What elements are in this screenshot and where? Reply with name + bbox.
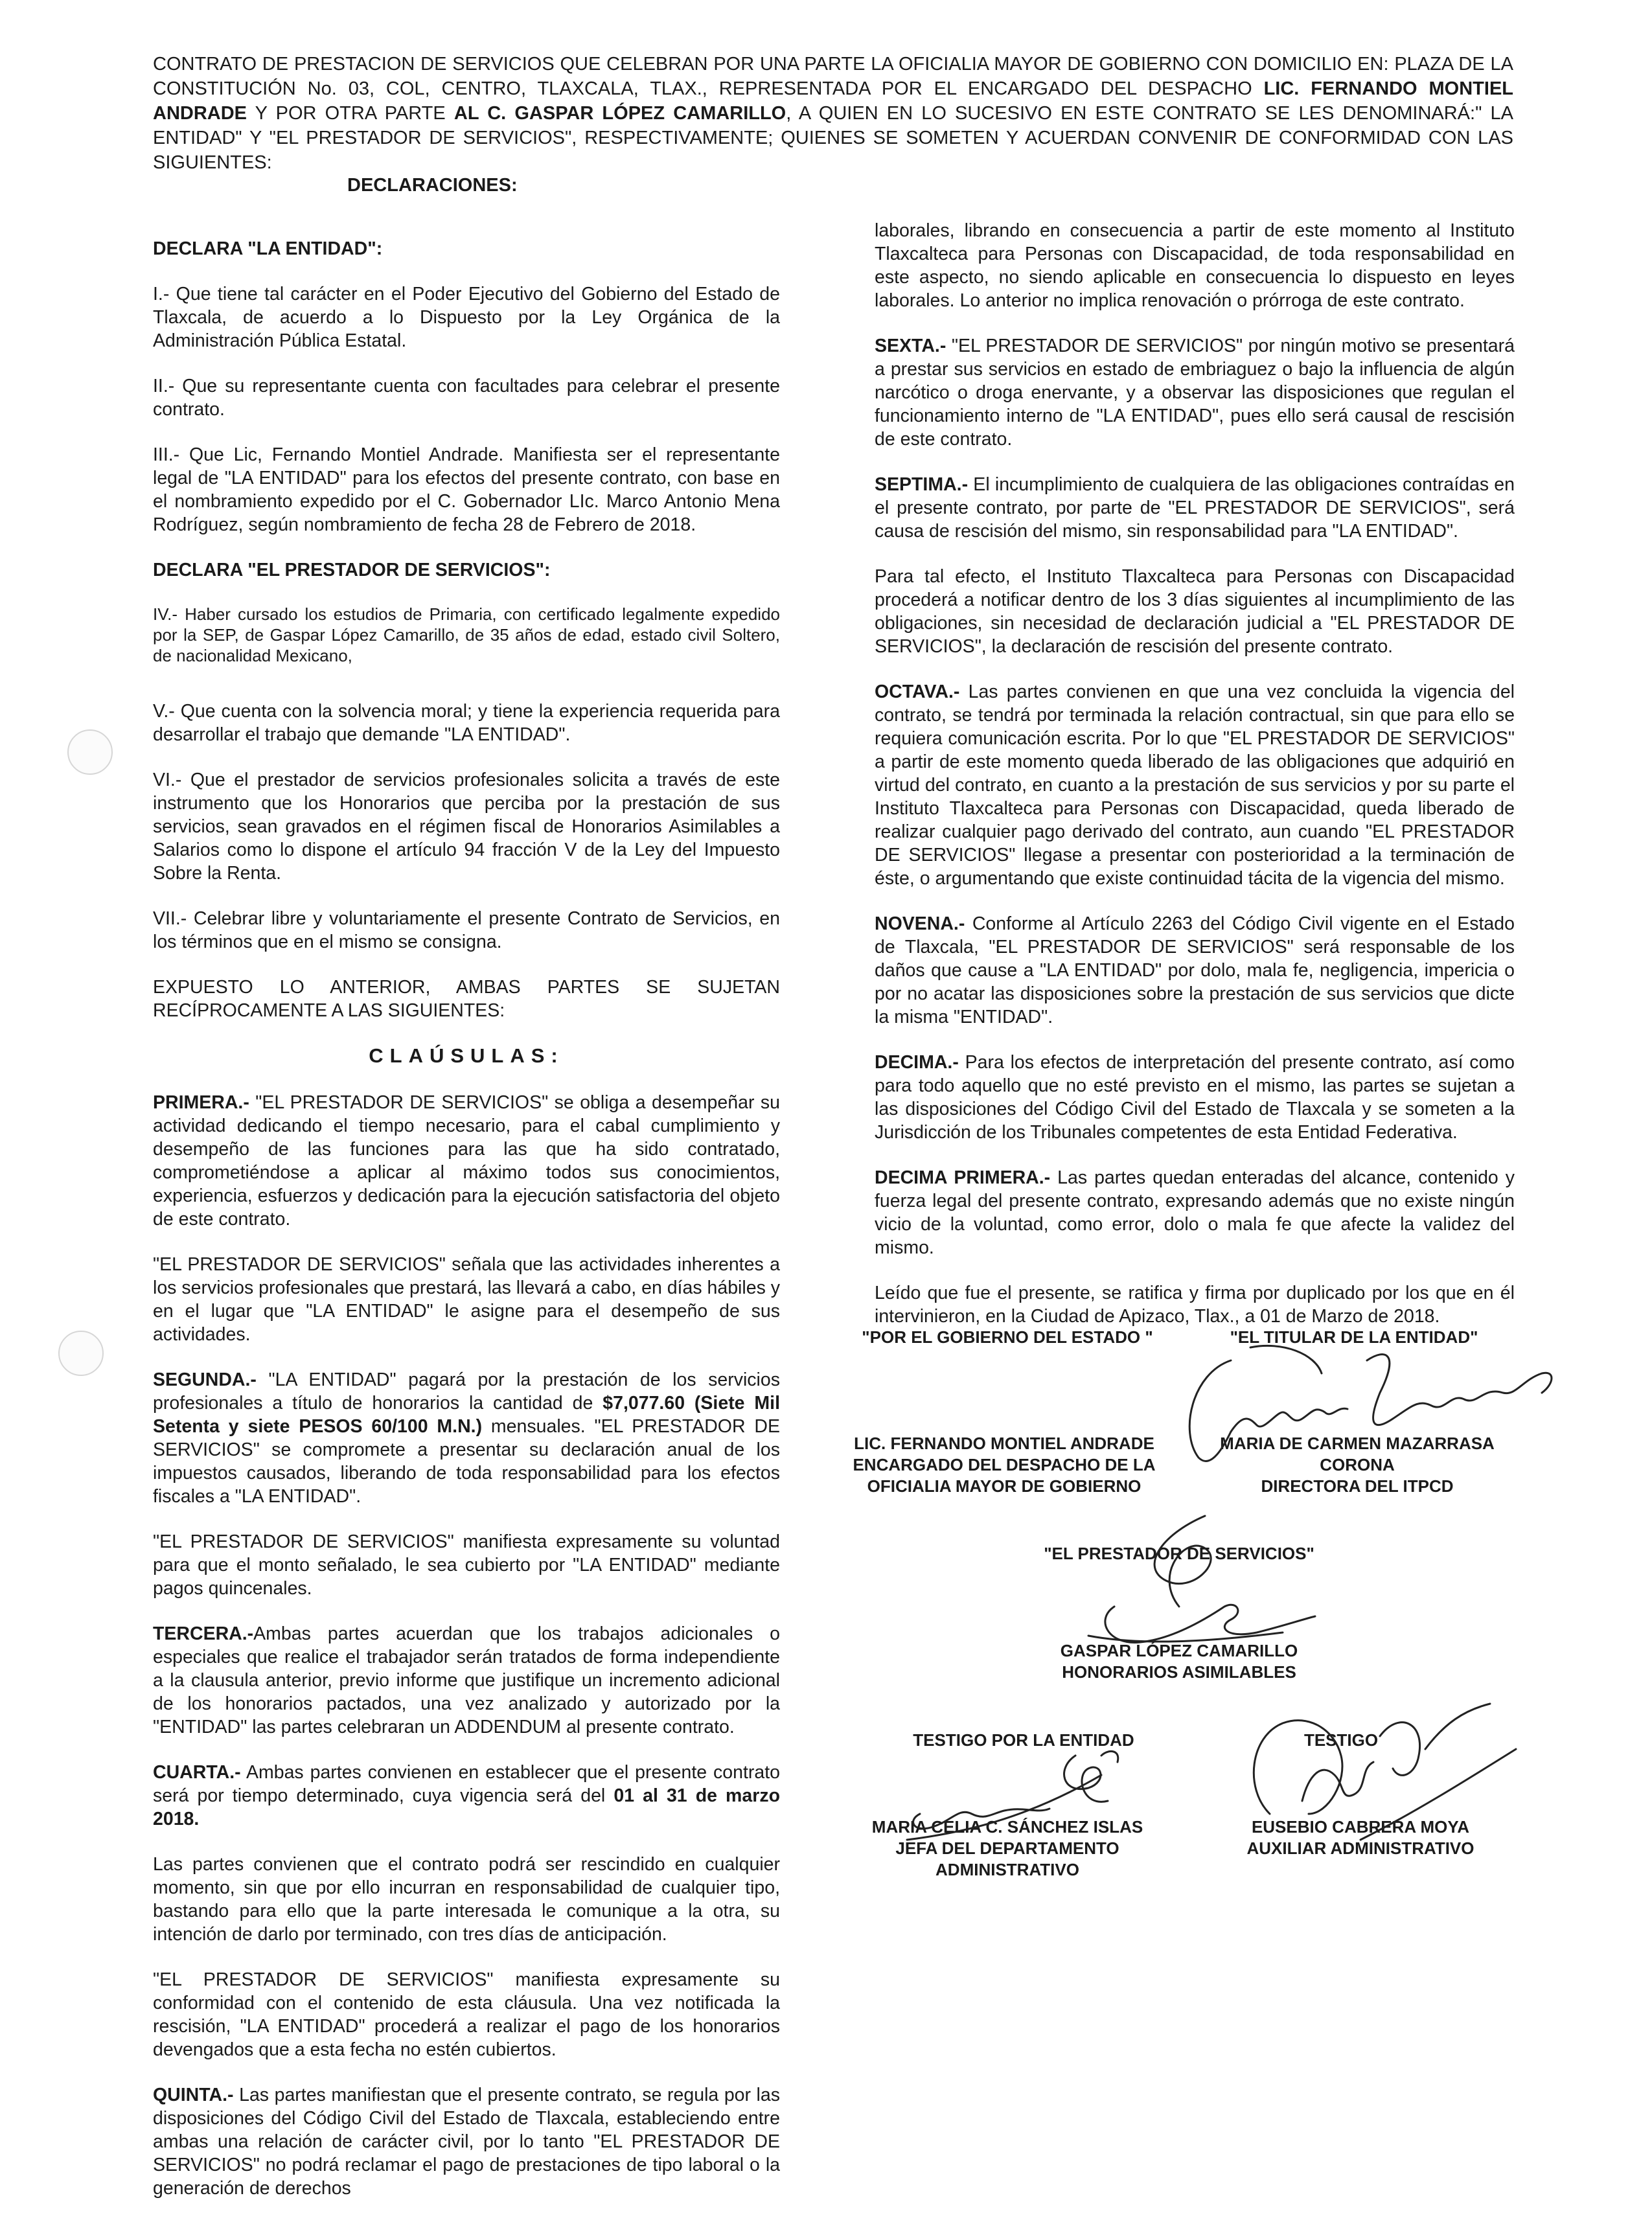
octava-label: OCTAVA.- (875, 681, 960, 702)
hole-punch-top (67, 729, 113, 775)
decima-primera-text: Las partes quedan enteradas del alcance, contenido y fuerza legal del presente contrato, expresando además que no existe ningún vicio de la voluntad, como error, dolo o mala fe que afecte la validez del mismo. (875, 1167, 1515, 1258)
prestador-name: GASPAR LÓPEZ CAMARILLO (1060, 1641, 1298, 1660)
gobierno-name: LIC. FERNANDO MONTIEL ANDRADE (854, 1434, 1154, 1453)
declaracion-vii: VII.- Celebrar libre y voluntariamente el presente Contrato de Servicios, en los términos que en el mismo se consigna. (153, 908, 780, 952)
septima-label: SEPTIMA.- (875, 474, 969, 495)
cierre-paragraph: Leído que fue el presente, se ratifica y firma por duplicado por los que en él intervinieron, en la Ciudad de Apizaco, Tlax., a 01 de Marzo de 2018. (875, 1283, 1515, 1327)
clausula-novena (875, 912, 1515, 1029)
header-text-1: CONTRATO DE PRESTACION DE SERVICIOS QUE CELEBRAN POR UNA PARTE LA OFICIALIA MAYOR DE GOBIERNO CON DOMICILIO EN: PLAZA DE LA CONSTITUCIÓN No. 03, COL, CENTRO, TLAXCALA, TLAX., REPRESENTADA POR EL ENCARGADO DEL DESPACHO (153, 54, 1513, 99)
primera-text: "EL PRESTADOR DE SERVICIOS" se obliga a desempeñar su actividad dedicando el tiempo necesario, para el cabal cumplimiento y desempeño de las funciones para las que ha sido contratado, comprometiéndose a aplicar al máximo todos sus conocimientos, experiencia, esfuerzos y dedicación para la ejecución satisfactoria del objeto de este contrato. (153, 1092, 780, 1230)
testigo2-header: TESTIGO (1303, 1730, 1379, 1750)
titular-header: "EL TITULAR DE LA ENTIDAD" (1230, 1327, 1478, 1347)
quinta-text: Las partes manifiestan que el presente contrato, se regula por las disposiciones del Código Civil del Estado de Tlaxcala, estableciendo entre ambas una relación de carácter civil, por lo tanto "EL PRESTADOR DE SERVICIOS" no podrá reclamar el pago de prestaciones de tipo laboral o la generación de derechos (153, 2085, 780, 2199)
clausula-cuarta-2: Las partes convienen que el contrato podrá ser rescindido en cualquier momento, sin que por ello incurran en responsabilidad de cualquier tipo, bastando para ello que la parte interesada le comunique a la otra, su intención de darlo por terminado, con tres días de anticipación. (153, 1854, 780, 1945)
primera-label: PRIMERA.- (153, 1092, 249, 1113)
tercera-text: Ambas partes acuerdan que los trabajos adicionales o especiales que realice el trabajador serán tratados de forma independiente a la clausula anterior, previo informe que justifique un incremento adicional de los honorarios pactados, una vez analizado y autorizado por la "ENTIDAD" las partes celebraran un ADDENDUM al presente contrato. (153, 1623, 780, 1737)
clausula-septima-2: Para tal efecto, el Instituto Tlaxcalteca para Personas con Discapacidad procederá a notificar dentro de los 3 días siguientes al incumplimiento de las obligaciones, sin necesidad de declaración judicial a "EL PRESTADOR DE SERVICIOS", la declaración de rescisión del presente contrato. (875, 566, 1515, 657)
cuarta-text: Ambas partes convienen en establecer que el presente contrato será por tiempo determinado, cuya vigencia será del (153, 1762, 780, 1806)
sexta-label: SEXTA.- (875, 336, 946, 356)
clausula-decima (875, 1051, 1515, 1144)
clausulas-title: CLAÚSULAS: (369, 1044, 564, 1067)
octava-text: Las partes convienen en que una vez concluida la vigencia del contrato, se tendrá por terminada la relación contractual, sin que para ello se requiera comunicación escrita. Por lo que "EL PRESTADOR DE SERVICIOS" a partir de este momento queda liberado de las obligaciones que adquirió en virtud del contrato, en cuanto a la prestación de sus servicios y por su parte el Instituto Tlaxcalteca para Personas con Discapacidad, queda liberado de realizar cualquier pago derivado del contrato, aun cuando "EL PRESTADOR DE SERVICIOS" llegase a presentar con posterioridad a la terminación de éste, o argumentando que existe continuidad tácita de la vigencia del mismo. (875, 681, 1515, 889)
header-provider: AL C. GASPAR LÓPEZ CAMARILLO (453, 103, 786, 124)
gobierno-header: "POR EL GOBIERNO DEL ESTADO " (862, 1327, 1153, 1347)
novena-label: NOVENA.- (875, 913, 965, 934)
clausula-decima-primera (875, 1166, 1515, 1259)
expuesto-paragraph: EXPUESTO LO ANTERIOR, AMBAS PARTES SE SUJETAN RECÍPROCAMENTE A LAS SIGUIENTES: (153, 977, 780, 1021)
declara-entidad-heading: DECLARA "LA ENTIDAD": (153, 238, 383, 259)
gobierno-role-2: OFICIALIA MAYOR DE GOBIERNO (867, 1476, 1141, 1496)
clausula-cuarta (153, 1761, 780, 1831)
prestador-header: "EL PRESTADOR DE SERVICIOS" (1044, 1544, 1314, 1563)
contract-header (153, 52, 1513, 175)
hole-punch-bottom (58, 1331, 104, 1376)
segunda-amount: $7,077.60 (Siete Mil Setenta y siete PESOS 60/100 M.N.) (153, 1393, 780, 1437)
declaracion-iii: III.- Que Lic, Fernando Montiel Andrade. Manifiesta ser el representante legal de "LA ENTIDAD" para los efectos del presente contrato, con base en el nombramiento expedido por el C. Gobernador LIc. Marco Antonio Mena Rodríguez, según nombramiento de fecha 28 de Febrero de 2018. (153, 444, 780, 535)
clausula-primera-2: "EL PRESTADOR DE SERVICIOS" señala que las actividades inherentes a los servicios profesionales que prestará, las llevará a cabo, en días hábiles y en el lugar que "LA ENTIDAD" le asigne para el desempeño de sus actividades. (153, 1254, 780, 1345)
novena-text: Conforme al Artículo 2263 del Código Civil vigente en el Estado de Tlaxcala, "EL PRESTADOR DE SERVICIOS" será responsable de los daños que cause a "LA ENTIDAD" por dolo, mala fe, negligencia, impericia o por no acatar las disposiciones sobre la prestación de sus servicios que dicte la misma "ENTIDAD". (875, 913, 1515, 1027)
right-column (875, 219, 1515, 1350)
sexta-text: "EL PRESTADOR DE SERVICIOS" por ningún motivo se presentará a prestar sus servicios en estado de embriaguez o bajo la influencia de algún narcótico o droga enervante, y a observar las disposiciones que regulan el funcionamiento interno de "LA ENTIDAD", pues ello será causal de rescisión de este contrato. (875, 336, 1515, 450)
clausula-tercera (153, 1622, 780, 1739)
clausula-primera (153, 1091, 780, 1231)
decima-text: Para los efectos de interpretación del presente contrato, así como para todo aquello que no esté previsto en el mismo, las partes se sujetan a las disposiciones del Código Civil del Estado de Tlaxcala y se someten a la Jurisdicción de los Tribunales competentes de esta Entidad Federativa. (875, 1052, 1515, 1143)
declaracion-ii: II.- Que su representante cuenta con facultades para celebrar el presente contrato. (153, 376, 780, 420)
cuarta-label: CUARTA.- (153, 1762, 241, 1783)
testigo1-role-2: ADMINISTRATIVO (935, 1860, 1079, 1879)
declaracion-vi: VI.- Que el prestador de servicios profesionales solicita a través de este instrumento que los Honorarios que perciba por la prestación de sus servicios, sean gravados en el régimen fiscal de Honorarios Asimilables a Salarios como lo dispone el artículo 94 fracción V de la Ley del Impuesto Sobre la Renta. (153, 770, 780, 884)
gobierno-signature-block (836, 1433, 1173, 1497)
declaraciones-title: DECLARACIONES: (347, 175, 518, 196)
segunda-text-b: mensuales. "EL PRESTADOR DE SERVICIOS" se compromete a presentar su declaración anual de los impuestos causados, liberando de toda responsabilidad para los efectos fiscales a "LA ENTIDAD". (153, 1416, 780, 1507)
quinta-label: QUINTA.- (153, 2085, 234, 2105)
titular-name-2: CORONA (1320, 1455, 1395, 1474)
titular-name-1: MARIA DE CARMEN MAZARRASA (1220, 1434, 1495, 1453)
segunda-label: SEGUNDA.- (153, 1369, 257, 1390)
clausula-segunda (153, 1368, 780, 1508)
segunda-text-a: "LA ENTIDAD" pagará por la prestación de los servicios profesionales a título de honorarios la cantidad de (153, 1369, 780, 1414)
clausula-sexta (875, 334, 1515, 451)
prestador-handwritten-signature (1011, 1509, 1373, 1665)
decima-primera-label: DECIMA PRIMERA.- (875, 1167, 1051, 1188)
testigo1-name: MARIA CELIA C. SÁNCHEZ ISLAS (871, 1817, 1143, 1837)
declara-prestador-heading: DECLARA "EL PRESTADOR DE SERVICIOS": (153, 560, 551, 580)
testigo1-role-1: JEFA DEL DEPARTAMENTO (895, 1838, 1119, 1858)
testigo1-handwritten-signature (894, 1736, 1179, 1853)
header-text-2: Y POR OTRA PARTE (247, 103, 454, 124)
clausula-octava (875, 680, 1515, 890)
testigo2-name: EUSEBIO CABRERA MOYA (1251, 1817, 1470, 1837)
clausula-cuarta-3: "EL PRESTADOR DE SERVICIOS" manifiesta expresamente su conformidad con el contenido de esta cláusula. Una vez notificada la rescisión, "LA ENTIDAD" procederá a realizar el pago de los honorarios devengados que a esta fecha no estén cubiertos. (153, 1969, 780, 2060)
titular-role: DIRECTORA DEL ITPCD (1261, 1476, 1454, 1496)
header-text-3: , A QUIEN EN LO SUCESIVO EN ESTE CONTRATO SE LES DENOMINARÁ:" LA ENTIDAD" Y "EL PRESTADOR DE SERVICIOS", RESPECTIVAMENTE; QUIENES SE SOMETEN Y ACUERDAN CONVENIR DE CONFORMIDAD CON LAS SIGUIENTES: (153, 103, 1514, 173)
declaracion-i: I.- Que tiene tal carácter en el Poder Ejecutivo del Gobierno del Estado de Tlaxcala, de acuerdo a lo Dispuesto por la Ley Orgánica de la Administración Pública Estatal. (153, 284, 780, 351)
testigo2-role: AUXILIAR ADMINISTRATIVO (1246, 1838, 1474, 1858)
clausula-septima (875, 473, 1515, 543)
declaracion-v: V.- Que cuenta con la solvencia moral; y tiene la experiencia requerida para desarrollar el trabajo que demande "LA ENTIDAD". (153, 701, 780, 745)
clausula-segunda-2: "EL PRESTADOR DE SERVICIOS" manifiesta expresamente su voluntad para que el monto señalado, le sea cubierto por "LA ENTIDAD" mediante pagos quincenales. (153, 1531, 780, 1599)
gobierno-role-1: ENCARGADO DEL DESPACHO DE LA (853, 1455, 1156, 1474)
septima-text: El incumplimiento de cualquiera de las obligaciones contraídas en el presente contrato, por parte de "EL PRESTADOR DE SERVICIOS", será causa de rescisión del mismo, sin responsabilidad para "LA ENTIDAD". (875, 474, 1515, 542)
declaracion-iv: IV.- Haber cursado los estudios de Primaria, con certificado legalmente expedido por la SEP, de Gaspar López Camarillo, de 35 años de edad, estado civil Soltero, de nacionalidad Mexicano, (153, 604, 780, 665)
left-column (153, 174, 780, 2222)
clausula-quinta (153, 2083, 780, 2200)
cuarta-dates: 01 al 31 de marzo 2018. (153, 1785, 780, 1829)
prestador-role: HONORARIOS ASIMILABLES (1062, 1662, 1296, 1682)
header-representative: LIC. FERNANDO MONTIEL ANDRADE (153, 78, 1514, 124)
decima-label: DECIMA.- (875, 1052, 959, 1073)
clausula-quinta-cont: laborales, librando en consecuencia a partir de este momento al Instituto Tlaxcalteca para Personas con Discapacidad, de toda responsabilidad en este aspecto, no siendo aplicable en consecuencia lo dispuesto en leyes laborales. Lo anterior no implica renovación o prórroga de este contrato. (875, 220, 1515, 311)
tercera-label: TERCERA.- (153, 1623, 254, 1644)
testigo1-header: TESTIGO POR LA ENTIDAD (913, 1730, 1134, 1750)
testigo2-handwritten-signature (1231, 1684, 1529, 1853)
titular-handwritten-signature (1153, 1334, 1574, 1483)
